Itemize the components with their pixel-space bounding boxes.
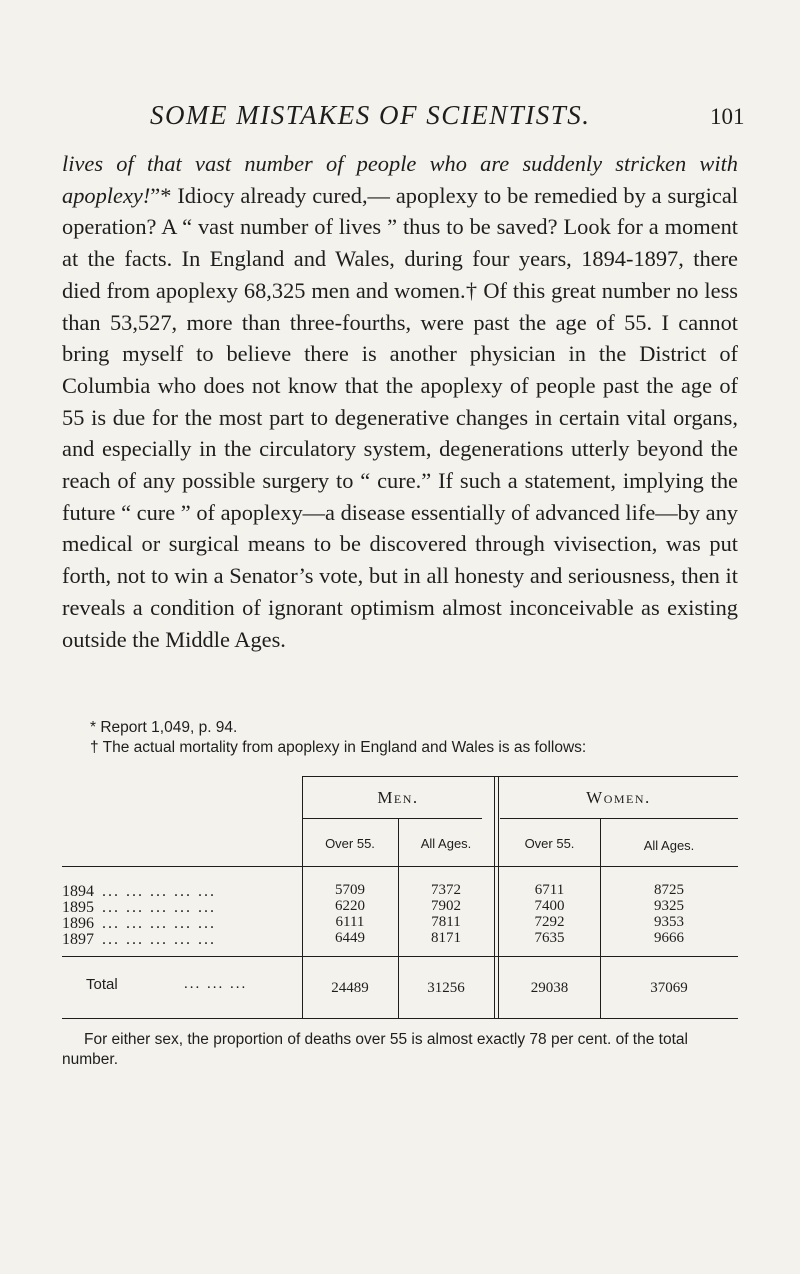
women-over-55-header: Over 55. [524, 836, 575, 851]
italic-quote: lives of that vast number of people who are suddenly stricken with apoplexy! [62, 151, 738, 208]
table-vrule-3a [494, 776, 495, 1019]
value-cell: 6711 [534, 882, 565, 898]
table-rule-bottom [62, 1018, 738, 1019]
footnote-report: * Report 1,049, p. 94. [90, 719, 238, 736]
leader-dots: ... ... ... ... ... [102, 932, 216, 948]
value-cell: 9325 [654, 898, 684, 914]
year-row [62, 932, 302, 948]
women-over-55-column [499, 882, 600, 946]
total-women-over-55: 29038 [530, 980, 569, 996]
value-cell: 8171 [431, 930, 461, 946]
men-header: Men. [377, 788, 419, 807]
value-cell: 7400 [534, 898, 565, 914]
value-cell: 7811 [431, 914, 461, 930]
value-cell: 7372 [431, 882, 461, 898]
table-rule-subhead-women [500, 818, 738, 819]
year-row [62, 900, 302, 916]
year-1895: 1895 [62, 900, 94, 916]
year-row [62, 884, 302, 900]
closing-note: For either sex, the proportion of deaths over 55 is almost exactly 78 per cent. of the total number. [62, 1031, 688, 1068]
running-title: SOME MISTAKES OF SCIENTISTS. [150, 100, 591, 130]
women-all-ages-column [600, 882, 738, 946]
year-column [62, 884, 302, 948]
total-women-all-ages: 37069 [650, 980, 688, 996]
year-1896: 1896 [62, 916, 94, 932]
footnotes [62, 718, 738, 757]
men-over-55-header: Over 55. [325, 836, 375, 851]
paragraph-text: Idiocy already cured,— apoplexy to be remedied by a surgical operation? A “ vast number of lives ” thus to be saved? Look for a moment at the facts. In England and Wales, during four years, 1894-1897, there died from apoplexy 68,325 men and women.† Of this great number no less than 53,527, more than three-fourths, were past the age of 55. I cannot bring myself to believe there is another physician in the District of Columbia who does not know that the apoplexy of people past the age of 55 is due for the most part to degenerative changes in certain vital organs, and especially in the circulatory system, degenerations utterly beyond the reach of any possible surgery to “ cure.” If such a statement, implying the future “ cure ” of apoplexy—a disease essentially of advanced life—by any medical or surgical means to be discovered through vivisection, was put forth, not to win a Senator’s vote, but in all honesty and seriousness, then it reveals a condition of ignorant optimism almost inconceivable as existing outside the Middle Ages. [62, 182, 738, 652]
value-cell: 6111 [335, 914, 365, 930]
leader-dots: ... ... ... ... ... [102, 884, 216, 900]
leader-dots: ... ... ... ... ... [102, 916, 216, 932]
men-all-ages-header: All Ages. [420, 836, 472, 851]
total-leader-dots: ... ... ... [184, 976, 248, 992]
total-men-all-ages: 31256 [427, 980, 465, 996]
value-cell: 8725 [654, 882, 684, 898]
table-rule-top [302, 776, 738, 777]
total-men-over-55: 24489 [331, 980, 369, 996]
value-cell: 9666 [654, 930, 684, 946]
men-all-ages-column [398, 882, 494, 946]
value-cell: 7635 [534, 930, 565, 946]
year-row [62, 916, 302, 932]
year-1894: 1894 [62, 884, 94, 900]
table-rule-subhead [302, 818, 482, 819]
page-header [0, 100, 800, 140]
value-cell: 7292 [534, 914, 565, 930]
value-cell: 7902 [431, 898, 461, 914]
women-header: Women. [586, 788, 651, 807]
table-rule-totals [62, 956, 738, 957]
leader-dots: ... ... ... ... ... [102, 900, 216, 916]
total-label: Total [86, 976, 118, 993]
footnote-mark: ”* [150, 182, 172, 208]
value-cell: 6449 [335, 930, 365, 946]
year-1897: 1897 [62, 932, 94, 948]
value-cell: 9353 [654, 914, 684, 930]
men-over-55-column [302, 882, 398, 946]
main-paragraph [62, 148, 738, 655]
value-cell: 5709 [335, 882, 365, 898]
mortality-table [62, 776, 738, 1020]
women-all-ages-header: All Ages. [643, 838, 695, 853]
footnote-mortality: † The actual mortality from apoplexy in England and Wales is as follows: [90, 738, 587, 756]
value-cell: 6220 [335, 898, 365, 914]
table-rule-mid [62, 866, 738, 867]
page-number: 101 [710, 104, 745, 129]
